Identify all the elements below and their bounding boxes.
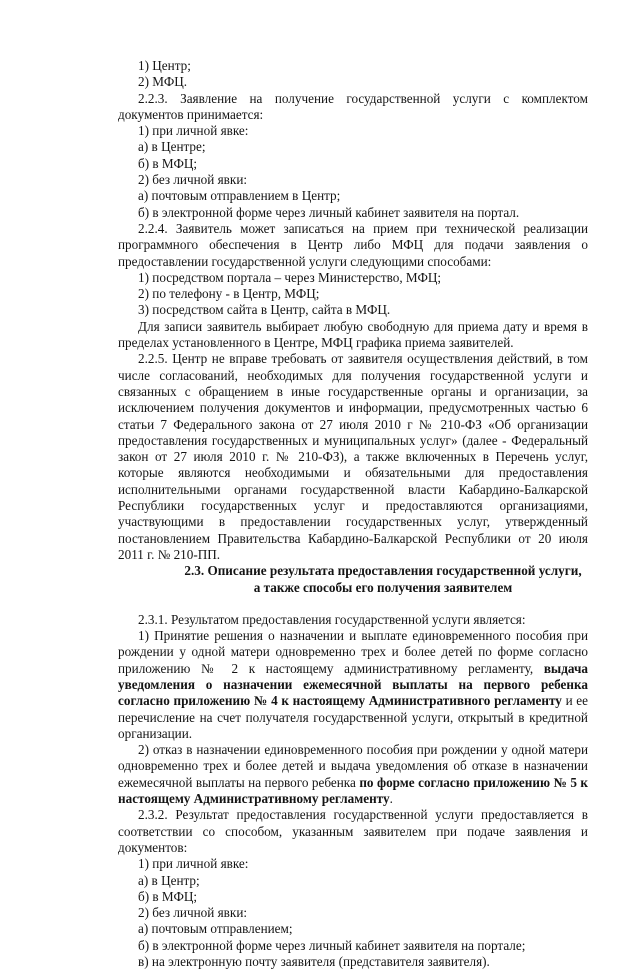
paragraph-2-3-2: 2.3.2. Результат предоставления государственной услуги предоставляется в соответствии со способом, указанным заявителем при подаче заявления и документов: [118, 807, 588, 855]
list-item: а) почтовым отправлением; [138, 921, 293, 937]
list-item: 2) без личной явки: [138, 905, 248, 921]
spacer [118, 596, 588, 612]
list-item: б) в электронной форме через личный кабинет заявителя на портал. [138, 204, 520, 220]
text-run: . [389, 791, 393, 807]
document-page [118, 58, 588, 970]
list-item: 1) при личной явке: [138, 856, 249, 872]
text-run: 1) Принятие решения о назначении и выплате единовременного пособия при рождении у одной матери одновременно трех и более детей по форме согласно приложению № 2 к настоящему административному регламенту, [118, 628, 588, 676]
list-item: 1) при личной явке: [138, 123, 249, 139]
list-item: а) почтовым отправлением в Центр; [138, 188, 341, 204]
list-item: 2) по телефону - в Центр, МФЦ; [138, 286, 320, 302]
paragraph-2-2-4: 2.2.4. Заявитель может записаться на прием при технической реализации программного обеспечения в Центр либо МФЦ для подачи заявления о предоставлении государственной услуги следующими способами: [118, 220, 588, 269]
paragraph-2-2-3: 2.2.3. Заявление на получение государственной услуги с комплектом документов принимается: [118, 90, 588, 122]
section-heading-line2: а также способы его получения заявителем [253, 579, 513, 595]
text-run: и ее перечисление на счет получателя государственной услуги, открытый в кредитной организации. [118, 693, 589, 741]
paragraph-record: Для записи заявитель выбирает любую свободную для приема дату и время в пределах установленного в Центре, МФЦ графика приема заявителей. [118, 318, 588, 351]
list-item: в) на электронную почту заявителя (представителя заявителя). [138, 954, 490, 970]
bold-run: выдача уведомления о назначении ежемесячной выплаты на первого ребенка согласно приложению № 4 к настоящему Административного регламенту [118, 660, 588, 709]
text-run: 2) отказ в назначении единовременного пособия при рождении у одной матери одновременно трех и более детей и выдача уведомления об отказе в назначении ежемесячной выплаты на первого ребенка [118, 742, 588, 790]
paragraph-result-2 [118, 742, 588, 807]
list-item: а) в Центре; [138, 139, 206, 155]
list-item: б) в МФЦ; [138, 155, 198, 171]
bold-run: по форме согласно приложению № 5 к настоящему Административному регламенту [118, 774, 588, 807]
paragraph-2-3-1: 2.3.1. Результатом предоставления государственной услуги является: [138, 611, 526, 627]
list-item: 2) МФЦ. [138, 74, 188, 90]
list-item: а) в Центр; [138, 872, 200, 888]
list-item: 3) посредством сайта в Центр, сайта в МФЦ. [138, 302, 391, 318]
list-item: 1) посредством портала – через Министерство, МФЦ; [138, 269, 442, 285]
paragraph-result-1 [118, 628, 588, 742]
list-item: 2) без личной явки: [138, 172, 248, 188]
list-item: 1) Центр; [138, 58, 191, 73]
list-item: б) в электронной форме через личный кабинет заявителя на портале; [138, 937, 526, 953]
list-item: б) в МФЦ; [138, 888, 198, 904]
paragraph-2-2-5: 2.2.5. Центр не вправе требовать от заявителя осуществления действий, в том числе согласований, необходимых для получения государственной услуги и связанных с обращением в иные государственные органы и организации, за исключением получения документов и информации, предусмотренных частью 6 статьи 7 Федерального закона от 27 июля 2010 г № 210-ФЗ «Об организации предоставления государственных и муниципальных услуг» (далее - Федеральный закон от 27 июля 2010 г. № 210-ФЗ), а также включенных в Перечень услуг, которые являются необходимыми и обязательными для предоставления исполнительными органами государственной власти Кабардино-Балкарской Республики государственных услуг и предоставляются организациями, участвующими в предоставлении государственных услуг, утвержденный постановлением Правительства Кабардино-Балкарской Республики от 20 июля 2011 г. № 210-ПП. [118, 351, 588, 562]
section-heading: 2.3. Описание результата предоставления государственной услуги, [184, 563, 582, 579]
